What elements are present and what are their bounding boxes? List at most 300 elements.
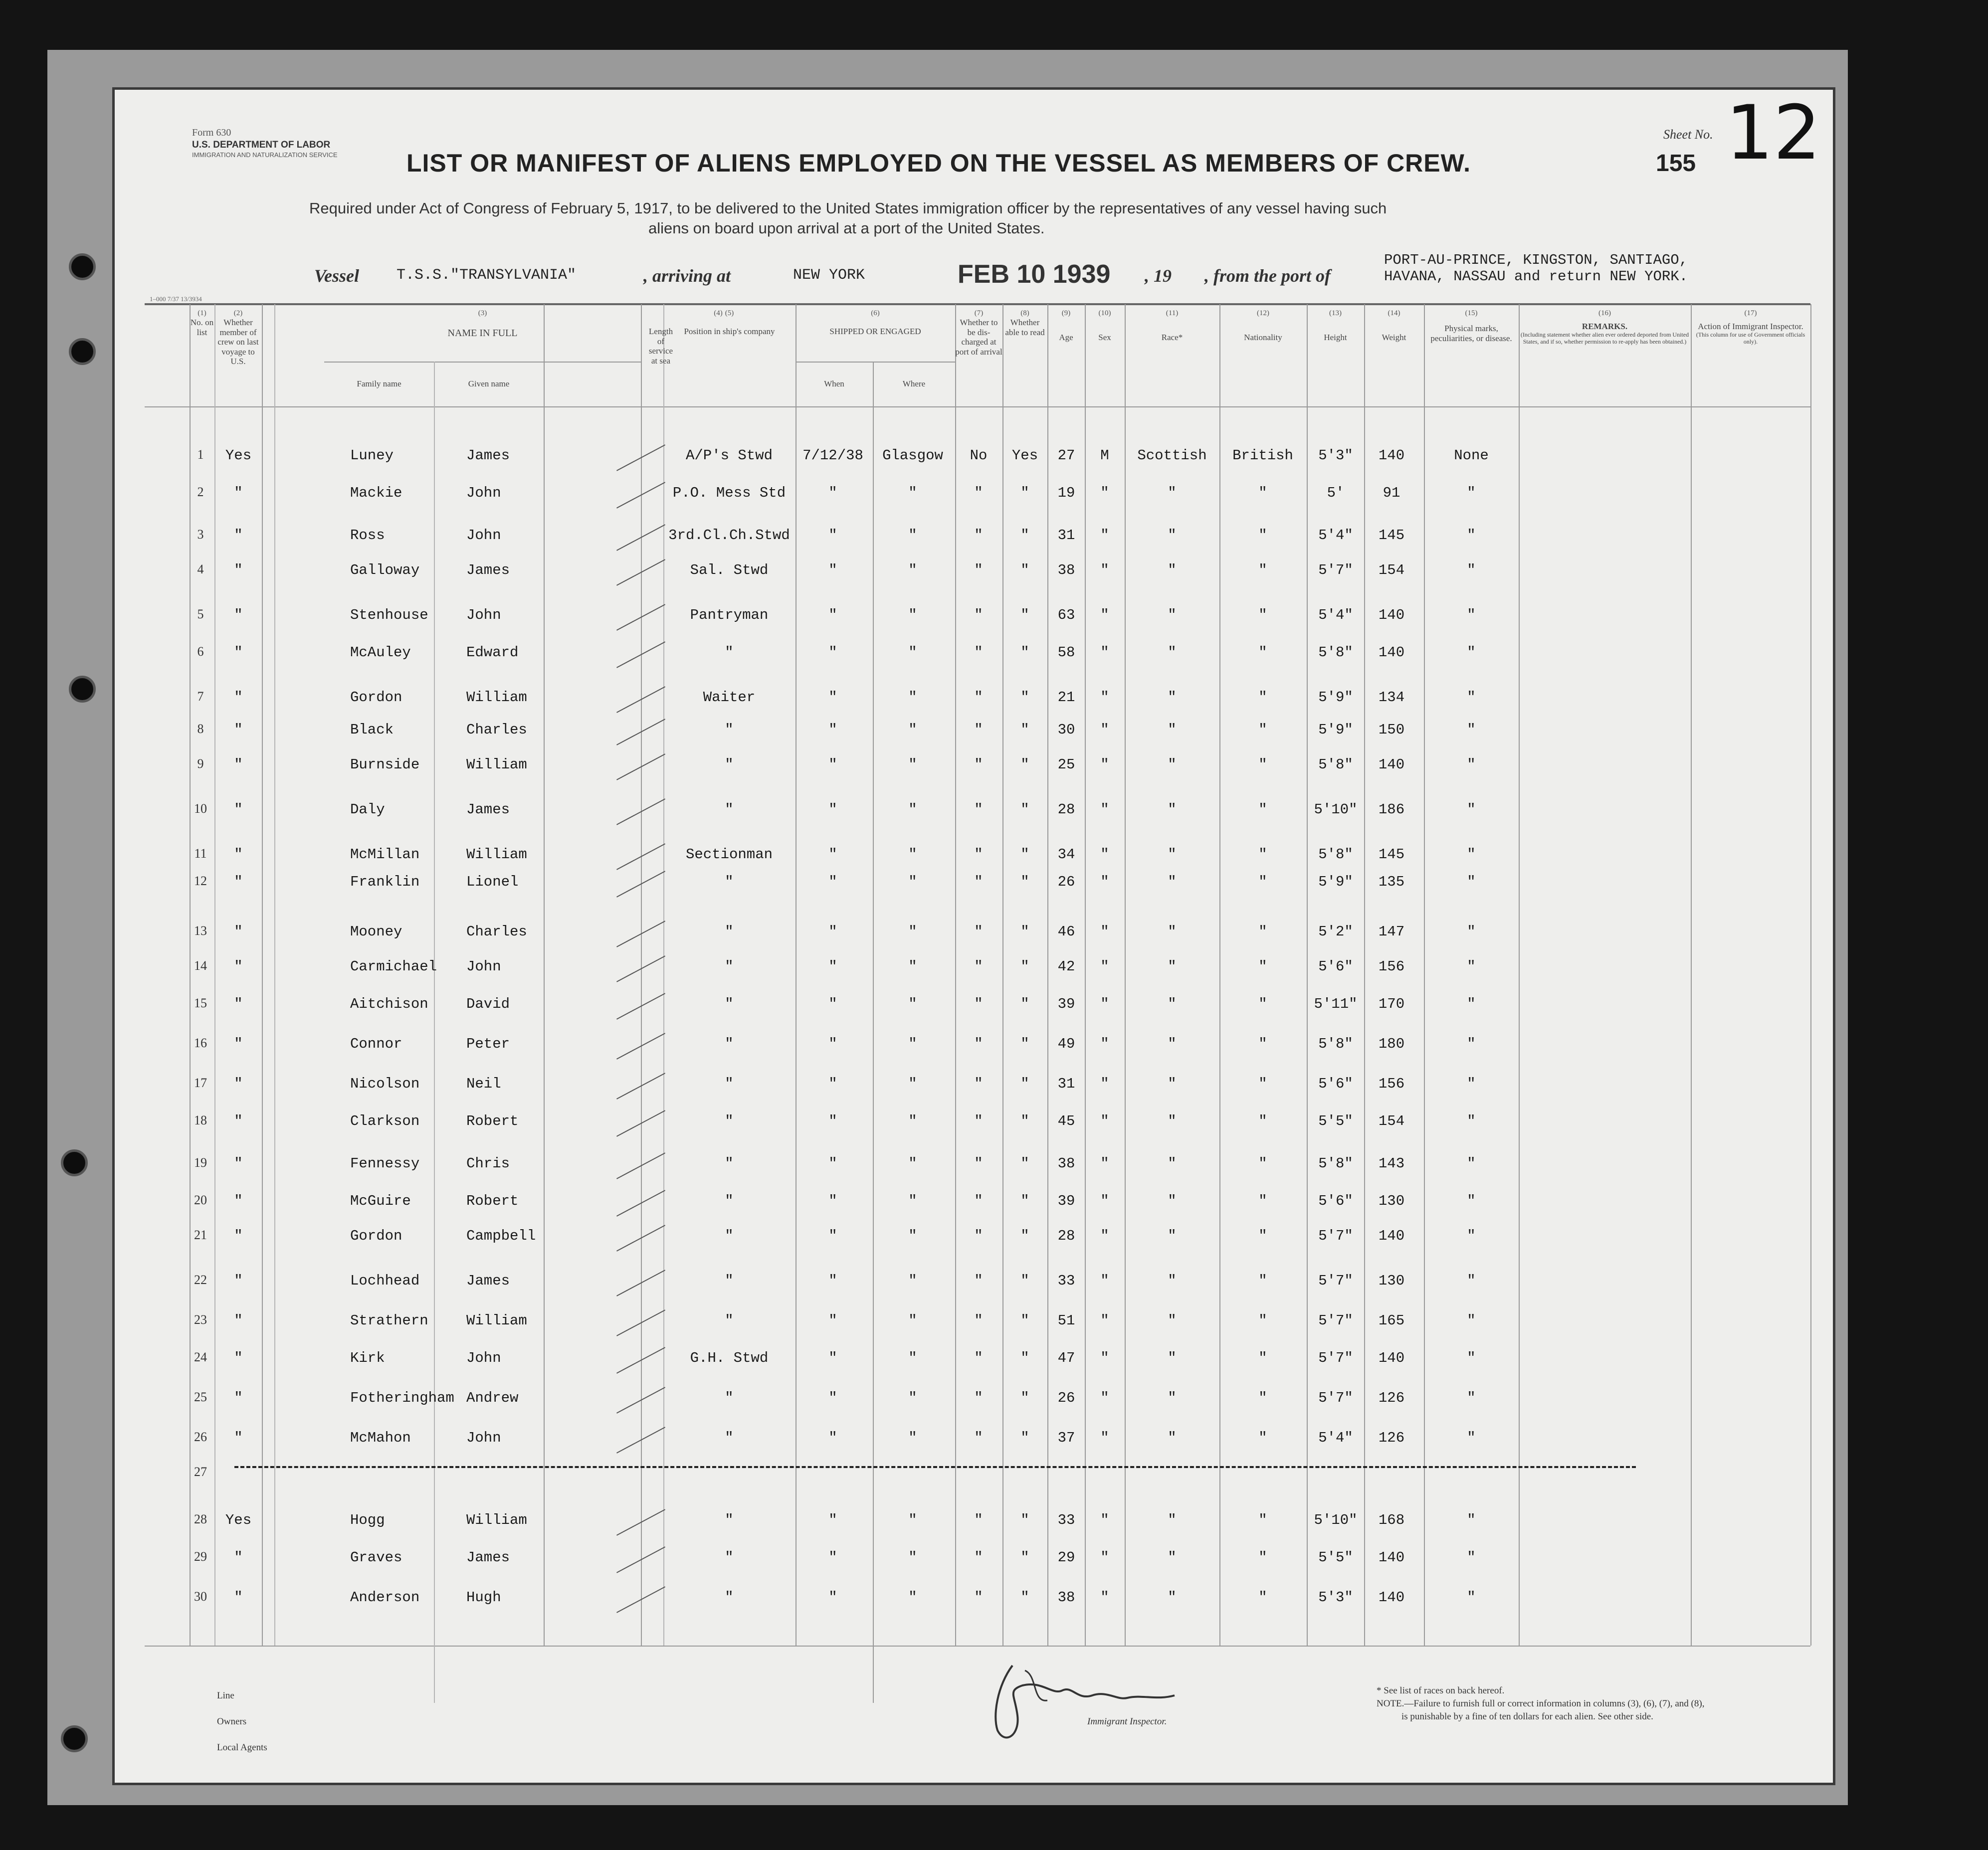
binder-hole: [61, 1149, 88, 1176]
col-3-number: (3): [478, 309, 487, 317]
col-12-number: (12): [1257, 309, 1269, 317]
cell-last: ": [234, 689, 243, 706]
cell-nat: ": [1258, 1390, 1267, 1406]
cell-position: ": [725, 996, 734, 1012]
cell-height: 5'8": [1318, 756, 1353, 773]
cell-read: ": [1020, 846, 1029, 863]
col-header-inspector-note: (This column for use of Government officials only).: [1696, 331, 1805, 345]
cell-race: ": [1168, 1512, 1177, 1528]
cell-family: Clarkson: [350, 1113, 420, 1129]
cell-read: ": [1020, 1155, 1029, 1172]
cell-when: ": [828, 1430, 837, 1446]
cell-weight: 91: [1383, 485, 1400, 501]
cell-last: ": [234, 924, 243, 940]
cell-height: 5'6": [1318, 958, 1353, 975]
cell-position: ": [725, 958, 734, 975]
cell-height: 5': [1327, 485, 1345, 501]
cell-disch: ": [974, 1589, 983, 1606]
col-header-able-to-read: Whether able to read: [1005, 318, 1045, 337]
cell-when: ": [828, 1155, 837, 1172]
cell-when: ": [828, 722, 837, 738]
cell-last: ": [234, 562, 243, 578]
subtitle-line-1: Required under Act of Congress of February 5, 1917, to be delivered to the United States immigration officer by the representatives of any vessel having such: [309, 199, 1387, 217]
cell-height: 5'9": [1318, 689, 1353, 706]
cell-race: ": [1168, 996, 1177, 1012]
cell-height: 5'7": [1318, 1390, 1353, 1406]
cell-race: ": [1168, 1350, 1177, 1366]
cell-given: Peter: [466, 1036, 510, 1052]
cell-marks: ": [1467, 1549, 1476, 1566]
cell-last: ": [234, 1390, 243, 1406]
cell-marks: ": [1467, 1390, 1476, 1406]
cell-sex: ": [1100, 801, 1109, 818]
col-divider: [434, 362, 435, 1703]
cell-disch: ": [974, 801, 983, 818]
cell-disch: ": [974, 756, 983, 773]
cell-family: Stenhouse: [350, 607, 428, 623]
cell-marks: ": [1467, 996, 1476, 1012]
cell-family: Mackie: [350, 485, 402, 501]
cell-age: 38: [1057, 1589, 1075, 1606]
cell-race: ": [1168, 1036, 1177, 1052]
cell-given: John: [466, 1430, 501, 1446]
cell-when: ": [828, 874, 837, 890]
cell-given: William: [466, 1512, 527, 1528]
cell-read: ": [1020, 1312, 1029, 1329]
col-header-physical-marks: Physical marks, peculiarities, or disease.: [1430, 324, 1512, 343]
cell-given: Robert: [466, 1113, 519, 1129]
cell-where: ": [908, 1549, 917, 1566]
cell-last: ": [234, 1193, 243, 1209]
cell-nat: ": [1258, 846, 1267, 863]
footer-owners-label: Owners: [217, 1716, 247, 1727]
cell-no: 28: [194, 1512, 207, 1526]
cell-no: 12: [194, 874, 207, 888]
cell-where: ": [908, 1113, 917, 1129]
cell-last: ": [234, 756, 243, 773]
cell-family: McMahon: [350, 1430, 411, 1446]
cell-when: 7/12/38: [802, 447, 863, 464]
cell-no: 27: [194, 1465, 207, 1479]
cell-where: ": [908, 996, 917, 1012]
cell-position: ": [725, 1155, 734, 1172]
cell-height: 5'6": [1318, 1076, 1353, 1092]
cell-no: 24: [194, 1350, 207, 1364]
vessel-label: Vessel: [314, 266, 359, 286]
cell-last: ": [234, 1430, 243, 1446]
cell-weight: 170: [1378, 996, 1405, 1012]
cell-marks: ": [1467, 1076, 1476, 1092]
cell-read: ": [1020, 874, 1029, 890]
cell-age: 33: [1057, 1512, 1075, 1528]
cell-age: 21: [1057, 689, 1075, 706]
cell-disch: ": [974, 846, 983, 863]
cell-nat: ": [1258, 1273, 1267, 1289]
cell-nat: ": [1258, 562, 1267, 578]
cell-age: 26: [1057, 874, 1075, 890]
cell-height: 5'4": [1318, 607, 1353, 623]
cell-given: Charles: [466, 722, 527, 738]
col-divider: [1810, 304, 1811, 1646]
col-14-number: (14): [1388, 309, 1400, 317]
cell-nat: ": [1258, 924, 1267, 940]
cell-race: ": [1168, 801, 1177, 818]
cell-weight: 126: [1378, 1390, 1405, 1406]
cell-position: ": [725, 756, 734, 773]
cell-position: ": [725, 1273, 734, 1289]
cell-where: ": [908, 1273, 917, 1289]
cell-sex: ": [1100, 924, 1109, 940]
cell-last: ": [234, 1549, 243, 1566]
cell-age: 19: [1057, 485, 1075, 501]
cell-given: William: [466, 846, 527, 863]
cell-given: John: [466, 485, 501, 501]
cell-last: ": [234, 1036, 243, 1052]
col-header-length-of-service: Length of service at sea: [648, 327, 673, 366]
col-8-number: (8): [1020, 309, 1029, 317]
cell-disch: ": [974, 1228, 983, 1244]
cell-marks: ": [1467, 846, 1476, 863]
cell-height: 5'9": [1318, 874, 1353, 890]
col-header-last-voyage: Whether member of crew on last voyage to U.S.: [217, 318, 259, 367]
cell-weight: 135: [1378, 874, 1405, 890]
cell-race: ": [1168, 874, 1177, 890]
penalty-note-line-1: NOTE.—Failure to furnish full or correct information in columns (3), (6), (7), and (8),: [1377, 1698, 1705, 1709]
cell-when: ": [828, 1350, 837, 1366]
cell-position: Sectionman: [685, 846, 773, 863]
cell-position: ": [725, 722, 734, 738]
cell-marks: ": [1467, 1036, 1476, 1052]
cell-position: ": [725, 644, 734, 661]
cell-height: 5'8": [1318, 1155, 1353, 1172]
cell-read: Yes: [1011, 447, 1038, 464]
cell-disch: ": [974, 1193, 983, 1209]
cell-sex: ": [1100, 996, 1109, 1012]
cell-race: ": [1168, 1549, 1177, 1566]
cell-disch: ": [974, 1390, 983, 1406]
penalty-note-line-2: is punishable by a fine of ten dollars for each alien. See other side.: [1401, 1711, 1653, 1722]
cell-read: ": [1020, 958, 1029, 975]
cell-height: 5'4": [1318, 1430, 1353, 1446]
col-11-number: (11): [1166, 309, 1179, 317]
cell-sex: ": [1100, 1430, 1109, 1446]
col-header-sex: Sex: [1098, 333, 1111, 343]
cell-nat: ": [1258, 1076, 1267, 1092]
cell-age: 37: [1057, 1430, 1075, 1446]
cell-family: Graves: [350, 1549, 402, 1566]
cell-weight: 145: [1378, 527, 1405, 544]
cell-no: 14: [194, 958, 207, 973]
col-header-no-on-list: No. on list: [190, 318, 214, 337]
cell-weight: 168: [1378, 1512, 1405, 1528]
cell-race: ": [1168, 958, 1177, 975]
footer-line-label: Line: [217, 1690, 234, 1701]
col-header-age: Age: [1059, 333, 1073, 343]
cell-no: 8: [197, 722, 204, 736]
cell-family: Connor: [350, 1036, 402, 1052]
cell-family: Franklin: [350, 874, 420, 890]
cell-sex: M: [1100, 447, 1109, 464]
cell-sex: ": [1100, 607, 1109, 623]
cell-family: Nicolson: [350, 1076, 420, 1092]
cell-height: 5'2": [1318, 924, 1353, 940]
cell-marks: ": [1467, 1228, 1476, 1244]
cell-marks: ": [1467, 644, 1476, 661]
footer-agents-label: Local Agents: [217, 1742, 267, 1753]
cell-marks: ": [1467, 1350, 1476, 1366]
date-stamp: FEB 10 1939: [958, 260, 1111, 289]
cell-age: 25: [1057, 756, 1075, 773]
col-header-nationality: Nationality: [1244, 333, 1282, 343]
cell-weight: 134: [1378, 689, 1405, 706]
cell-race: ": [1168, 1076, 1177, 1092]
cell-last: ": [234, 846, 243, 863]
cell-nat: ": [1258, 1036, 1267, 1052]
cell-sex: ": [1100, 1076, 1109, 1092]
cell-read: ": [1020, 1036, 1029, 1052]
cell-family: McMillan: [350, 846, 420, 863]
cell-disch: ": [974, 644, 983, 661]
binder-hole: [69, 338, 96, 365]
col-divider: [544, 304, 545, 1646]
col-header-weight: Weight: [1382, 333, 1406, 343]
cell-marks: ": [1467, 756, 1476, 773]
cell-position: ": [725, 1193, 734, 1209]
cell-weight: 156: [1378, 1076, 1405, 1092]
cell-height: 5'3": [1318, 1589, 1353, 1606]
cell-no: 4: [197, 562, 204, 576]
cell-last: ": [234, 1589, 243, 1606]
cell-given: John: [466, 527, 501, 544]
cell-nat: ": [1258, 1228, 1267, 1244]
cell-where: ": [908, 1390, 917, 1406]
print-code: 1–000 7/37 13/3934: [150, 295, 202, 303]
cell-marks: ": [1467, 958, 1476, 975]
cell-marks: ": [1467, 607, 1476, 623]
col-9-number: (9): [1061, 309, 1071, 317]
cell-nat: ": [1258, 958, 1267, 975]
cell-height: 5'9": [1318, 722, 1353, 738]
col-5-number: (5): [725, 309, 734, 317]
cell-sex: ": [1100, 1193, 1109, 1209]
cell-disch: ": [974, 1430, 983, 1446]
cell-nat: ": [1258, 1193, 1267, 1209]
cell-race: ": [1168, 485, 1177, 501]
cell-family: Burnside: [350, 756, 420, 773]
cell-given: William: [466, 756, 527, 773]
cell-weight: 154: [1378, 562, 1405, 578]
col-header-remarks: REMARKS.: [1582, 322, 1628, 332]
cell-read: ": [1020, 722, 1029, 738]
cell-sex: ": [1100, 1273, 1109, 1289]
cell-marks: ": [1467, 689, 1476, 706]
cell-marks: ": [1467, 1312, 1476, 1329]
cell-read: ": [1020, 1512, 1029, 1528]
cell-weight: 143: [1378, 1155, 1405, 1172]
cell-age: 39: [1057, 996, 1075, 1012]
cell-family: Fotheringham: [350, 1390, 454, 1406]
cell-age: 26: [1057, 1390, 1075, 1406]
cell-read: ": [1020, 485, 1029, 501]
cell-nat: ": [1258, 1549, 1267, 1566]
manifest-sheet: [112, 87, 1835, 1785]
cell-given: William: [466, 1312, 527, 1329]
cell-when: ": [828, 1076, 837, 1092]
cell-age: 58: [1057, 644, 1075, 661]
cell-weight: 126: [1378, 1430, 1405, 1446]
cell-read: ": [1020, 1390, 1029, 1406]
cell-age: 46: [1057, 924, 1075, 940]
cell-given: Edward: [466, 644, 519, 661]
cell-disch: ": [974, 1155, 983, 1172]
cell-position: ": [725, 1228, 734, 1244]
cell-when: ": [828, 1390, 837, 1406]
cell-position: ": [725, 1430, 734, 1446]
cell-weight: 186: [1378, 801, 1405, 818]
cell-last: ": [234, 1155, 243, 1172]
cell-height: 5'5": [1318, 1113, 1353, 1129]
cell-race: ": [1168, 607, 1177, 623]
cell-race: ": [1168, 1155, 1177, 1172]
cell-age: 42: [1057, 958, 1075, 975]
cell-no: 9: [197, 756, 204, 771]
cell-given: James: [466, 1273, 510, 1289]
cell-marks: ": [1467, 1589, 1476, 1606]
cell-family: Mooney: [350, 924, 402, 940]
cell-last: ": [234, 874, 243, 890]
cell-height: 5'5": [1318, 1549, 1353, 1566]
cell-position: Sal. Stwd: [690, 562, 769, 578]
cell-where: ": [908, 874, 917, 890]
cell-sex: ": [1100, 846, 1109, 863]
cell-no: 17: [194, 1076, 207, 1090]
cell-weight: 140: [1378, 1228, 1405, 1244]
cell-race: ": [1168, 1193, 1177, 1209]
cell-where: ": [908, 1430, 917, 1446]
cell-where: ": [908, 1193, 917, 1209]
cell-no: 5: [197, 607, 204, 621]
cell-age: 33: [1057, 1273, 1075, 1289]
col-13-number: (13): [1329, 309, 1342, 317]
cell-age: 31: [1057, 527, 1075, 544]
cell-read: ": [1020, 644, 1029, 661]
cell-read: ": [1020, 1193, 1029, 1209]
cell-when: ": [828, 1113, 837, 1129]
sheet-label: Sheet No.: [1663, 127, 1713, 142]
cell-weight: 130: [1378, 1193, 1405, 1209]
cell-last: ": [234, 1228, 243, 1244]
cell-family: Fennessy: [350, 1155, 420, 1172]
cell-age: 28: [1057, 1228, 1075, 1244]
cell-marks: ": [1467, 1113, 1476, 1129]
cell-age: 47: [1057, 1350, 1075, 1366]
col-4-number: (4): [714, 309, 723, 317]
cell-given: Neil: [466, 1076, 501, 1092]
cell-where: ": [908, 607, 917, 623]
cell-sex: ": [1100, 644, 1109, 661]
cell-where: ": [908, 1228, 917, 1244]
cell-race: ": [1168, 924, 1177, 940]
cell-nat: ": [1258, 527, 1267, 544]
cell-race: ": [1168, 562, 1177, 578]
cell-when: ": [828, 996, 837, 1012]
cell-last: ": [234, 722, 243, 738]
cell-when: ": [828, 485, 837, 501]
col-header-position: Position in ship's company: [684, 327, 775, 337]
cell-marks: ": [1467, 1155, 1476, 1172]
cell-where: ": [908, 1155, 917, 1172]
cell-age: 38: [1057, 1155, 1075, 1172]
cell-age: 39: [1057, 1193, 1075, 1209]
cell-height: 5'7": [1318, 1228, 1353, 1244]
cell-height: 5'7": [1318, 1312, 1353, 1329]
cell-race: ": [1168, 1589, 1177, 1606]
cell-race: Scottish: [1137, 447, 1207, 464]
cell-given: John: [466, 958, 501, 975]
col-header-discharged: Whether to be dis-charged at port of arrival: [955, 318, 1002, 357]
cell-read: ": [1020, 1076, 1029, 1092]
cell-nat: ": [1258, 801, 1267, 818]
cell-no: 13: [194, 924, 207, 938]
cell-race: ": [1168, 1312, 1177, 1329]
cell-given: Campbell: [466, 1228, 536, 1244]
cell-family: McAuley: [350, 644, 411, 661]
cell-family: Gordon: [350, 1228, 402, 1244]
cell-given: Charles: [466, 924, 527, 940]
arriving-label: , arriving at: [643, 266, 731, 286]
header-bottom-rule: [145, 406, 1810, 407]
cell-race: ": [1168, 527, 1177, 544]
cell-marks: ": [1467, 527, 1476, 544]
cell-given: John: [466, 607, 501, 623]
cell-sex: ": [1100, 1113, 1109, 1129]
cell-age: 51: [1057, 1312, 1075, 1329]
cell-where: ": [908, 801, 917, 818]
cell-where: ": [908, 846, 917, 863]
cell-age: 45: [1057, 1113, 1075, 1129]
cell-when: ": [828, 1228, 837, 1244]
col-17-number: (17): [1744, 309, 1757, 317]
cell-height: 5'7": [1318, 562, 1353, 578]
cell-no: 2: [197, 485, 204, 499]
cell-last: ": [234, 644, 243, 661]
cell-disch: ": [974, 689, 983, 706]
service-name: IMMIGRATION AND NATURALIZATION SERVICE: [192, 151, 338, 159]
cell-nat: ": [1258, 1312, 1267, 1329]
cell-read: ": [1020, 924, 1029, 940]
cell-sex: ": [1100, 1549, 1109, 1566]
cell-no: 30: [194, 1589, 207, 1604]
cell-position: A/P's Stwd: [685, 447, 773, 464]
cell-family: Carmichael: [350, 958, 437, 975]
cell-where: Glasgow: [882, 447, 943, 464]
name-subheader-rule: [324, 362, 641, 363]
cell-nat: ": [1258, 485, 1267, 501]
cell-disch: ": [974, 874, 983, 890]
cell-last: ": [234, 1312, 243, 1329]
cell-sex: ": [1100, 1155, 1109, 1172]
cell-no: 10: [194, 801, 207, 816]
cell-marks: ": [1467, 874, 1476, 890]
cell-given: James: [466, 801, 510, 818]
col-header-height: Height: [1324, 333, 1347, 343]
cell-sex: ": [1100, 958, 1109, 975]
cell-sex: ": [1100, 689, 1109, 706]
cell-sex: ": [1100, 485, 1109, 501]
cell-height: 5'10": [1314, 1512, 1358, 1528]
cell-where: ": [908, 527, 917, 544]
cell-given: David: [466, 996, 510, 1012]
